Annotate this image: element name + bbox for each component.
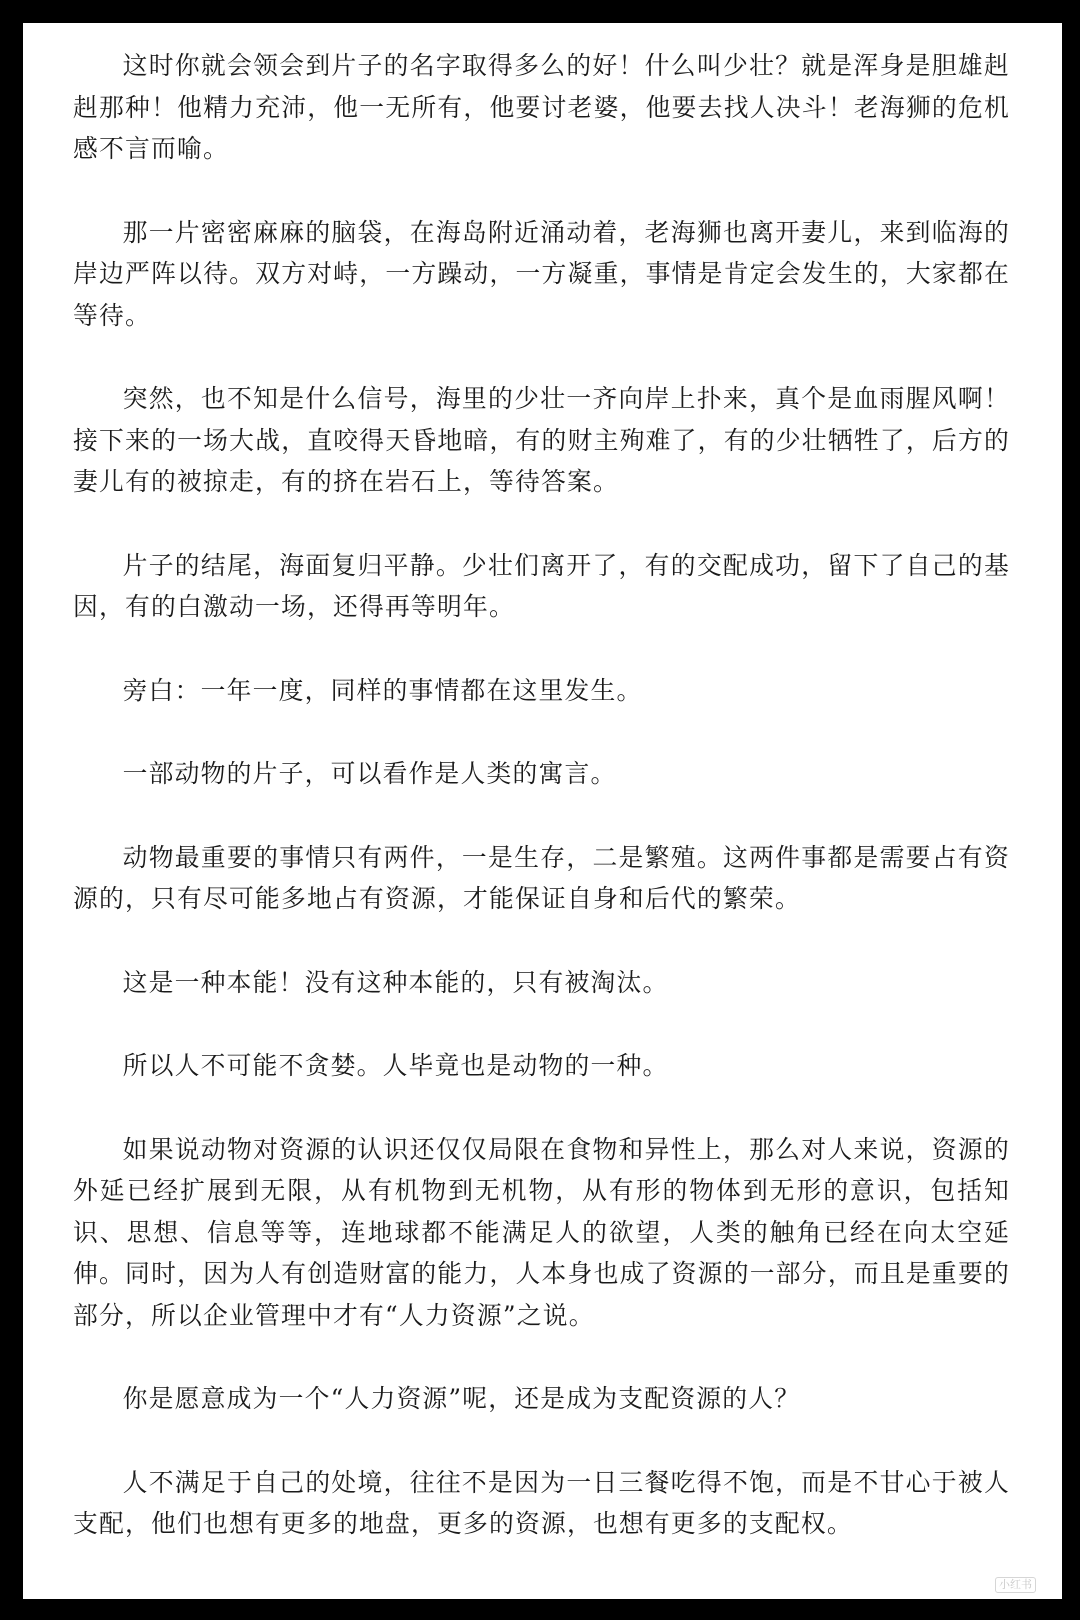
paragraph-1: 这时你就会领会到片子的名字取得多么的好！什么叫少壮？就是浑身是胆雄赳赳那种！他精力充沛，他一无所有，他要讨老婆，他要去找人决斗！老海狮的危机感不言而喻。	[73, 51, 1010, 163]
paragraph-2: 那一片密密麻麻的脑袋，在海岛附近涌动着，老海狮也离开妻儿，来到临海的岸边严阵以待。双方对峙，一方躁动，一方凝重，事情是肯定会发生的，大家都在等待。	[73, 217, 1010, 330]
paragraph-3: 突然，也不知是什么信号，海里的少壮一齐向岸上扑来，真个是血雨腥风啊！接下来的一场大战，直咬得天昏地暗，有的财主殉难了，有的少壮牺牲了，后方的妻儿有的被掠走，有的挤在岩石上，等待答案。	[73, 384, 1010, 496]
document-page	[23, 23, 1062, 1599]
paragraph-10: 如果说动物对资源的认识还仅仅局限在食物和异性上，那么对人来说，资源的外延已经扩展到无限，从有机物到无机物，从有形的物体到无形的意识，包括知识、思想、信息等等，连地球都不能满足人的欲望，人类的触角已经在向太空延伸。同时，因为人有创造财富的能力，人本身也成了资源的一部分，而且是重要的部分，所以企业管理中才有“人力资源”之说。	[73, 1134, 1010, 1330]
paragraph-11: 你是愿意成为一个“人力资源”呢，还是成为支配资源的人？	[122, 1384, 801, 1413]
paragraph-4: 片子的结尾，海面复归平静。少壮们离开了，有的交配成功，留下了自己的基因，有的白激动一场，还得再等明年。	[73, 550, 1010, 621]
watermark-logo: 小红书	[995, 1577, 1036, 1593]
paragraph-9: 所以人不可能不贪婪。人毕竟也是动物的一种。	[122, 1051, 669, 1080]
paragraph-7: 动物最重要的事情只有两件，一是生存，二是繁殖。这两件事都是需要占有资源的，只有尽可能多地占有资源，才能保证自身和后代的繁荣。	[73, 842, 1010, 913]
paragraph-5: 旁白：一年一度，同样的事情都在这里发生。	[122, 675, 643, 705]
paragraph-8: 这是一种本能！没有这种本能的，只有被淘汰。	[122, 967, 669, 997]
paragraph-12: 人不满足于自己的处境，往往不是因为一日三餐吃得不饱，而是不甘心于被人支配，他们也想有更多的地盘，更多的资源，也想有更多的支配权。	[73, 1467, 1010, 1538]
paragraph-6: 一部动物的片子，可以看作是人类的寓言。	[122, 759, 617, 788]
